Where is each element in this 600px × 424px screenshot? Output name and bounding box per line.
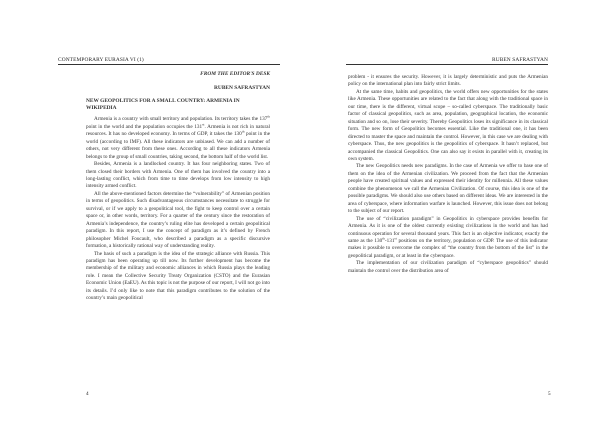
page-number: 4 <box>86 391 89 397</box>
left-body <box>86 70 270 303</box>
paragraph: All the above-mentioned factors determine the “vulnerability” of Armenian position in terms of geopolitics. Such disadvantageous circumstances necessitate to struggle for survival, or if we apply to a geopolitical tool, the fight to keep control over a certain space or, in other words, territory. For a quarter of the century since the restoration of Armenia’s independence, the country’s ruling elite has developed a certain geopolitical paradigm. In this report, I use the concept of paradigm as it’s defined by French philosopher Michel Foucault, who described a paradigm as a specific discursive formation, a historically rational way of understanding reality. <box>86 190 270 250</box>
author-running-head: RUBEN SAFRASTYAN <box>492 57 548 63</box>
paragraph: At the same time, habits and geopolitics, the world offers new opportunities for the states like Armenia. These opportunities are related to the fact that along with the traditional space in our time, there is the different, virtual scope – so-called cyberspace. The traditionally basic factor of classical geopolitics, such as area, population, geographical location, the economic situation and so on, lose their severity. Thereby Geopolitics loses its significance in its classical form. The new form of Geopolitics becomes essential. Like the traditional one, it has been directed to master the space and maintain the control. However, in this case we are dealing with cyberspace. Thus, the new geopolitics is the geopolitics of cyberspace. It hasn’t replaced, but accompanied the classical Geopolitics. One can also say it exists in parallel with it, creating its own system. <box>348 88 548 162</box>
paragraph: problem - it ensures the security. However, it is largely deterministic and puts the Armenian policy on the international plan into fairly strict limits. <box>348 74 548 88</box>
page-number: 5 <box>548 391 551 397</box>
right-body <box>348 74 548 275</box>
right-page <box>300 0 600 424</box>
running-head <box>58 56 280 64</box>
section-label: FROM THE EDITOR'S DESK <box>200 71 270 77</box>
header-rule <box>346 64 548 65</box>
paragraph: The basis of such a paradigm is the idea of the strategic alliance with Russia. This paradigm has been operating up till now. Its further development has become the membership of the military and economic alliances in which Russia plays the leading role. I mean the Collective Security Treaty Organization (CSTO) and the Eurasian Economic Union (EaEU). As this topic is not the purpose of our report, I will not go into its details. I’d only like to note that this paradigm contributes to the solution of the country’s main geopolitical <box>86 250 270 302</box>
running-head <box>346 56 548 64</box>
journal-title: CONTEMPORARY EURASIA VI (1) <box>58 57 144 63</box>
paragraph: Armenia is a country with small territory and population. Its territory takes the 137th point in the world and the population occupies the 131st. Armenia is not rich in natural resources. It has no developed economy. In terms of GDP, it takes the 130th point in the world (according to IMF). All these indicators are unbiased. We can add a number of others, not very different from these ones. According to all these indicators Armenia belongs to the group of small countries, taking second, the bottom half of the world list. <box>86 114 270 160</box>
header-rule <box>58 64 280 65</box>
paragraph: Besides, Armenia is a landlocked country. It has four neighboring states. Two of them closed their borders with Armenia. One of them has involved the country into a long-lasting conflict, which from time to time develops from low intensity to high intensity armed conflict. <box>86 161 270 190</box>
paragraph: The use of “civilization paradigm” in Geopolitics in cyberspace provides benefits for Armenia. As it is one of the oldest currently existing civilizations in the world and has had continuous operation for several thousand years. This fact is an objective indicator, exactly the same as the 130th-131st positions on the territory, population or GDP. The use of this indicator makes it possible to overcome the complex of “the country from the bottom of the list” in the geopolitical paradigm, or at least in the cyberspace. <box>348 215 548 259</box>
article-title: NEW GEOPOLITICS FOR A SMALL COUNTRY: ARMENIA IN WIKIPEDIA <box>86 98 240 112</box>
paragraph: The implementation of our civilization paradigm of “cyberspace geopolitics” should maintain the control over the distribution area of <box>348 260 548 274</box>
paragraph: The new Geopolitics needs new paradigms. In the case of Armenia we offer to base one of them on the idea of the Armenian civilization. We proceed from the fact that the Armenian people have created spiritual values and expressed their identity for millennia. All these values combine the phenomenon we call the Armenian Civilization. Of course, this idea is one of the possible paradigms. We should also use others based on different ideas. We are interested in the area of cyberspace, where information warfare is launched. However, this issue does not belong to the subject of our report. <box>348 163 548 215</box>
author-name: RUBEN SAFRASTYAN <box>214 85 270 91</box>
